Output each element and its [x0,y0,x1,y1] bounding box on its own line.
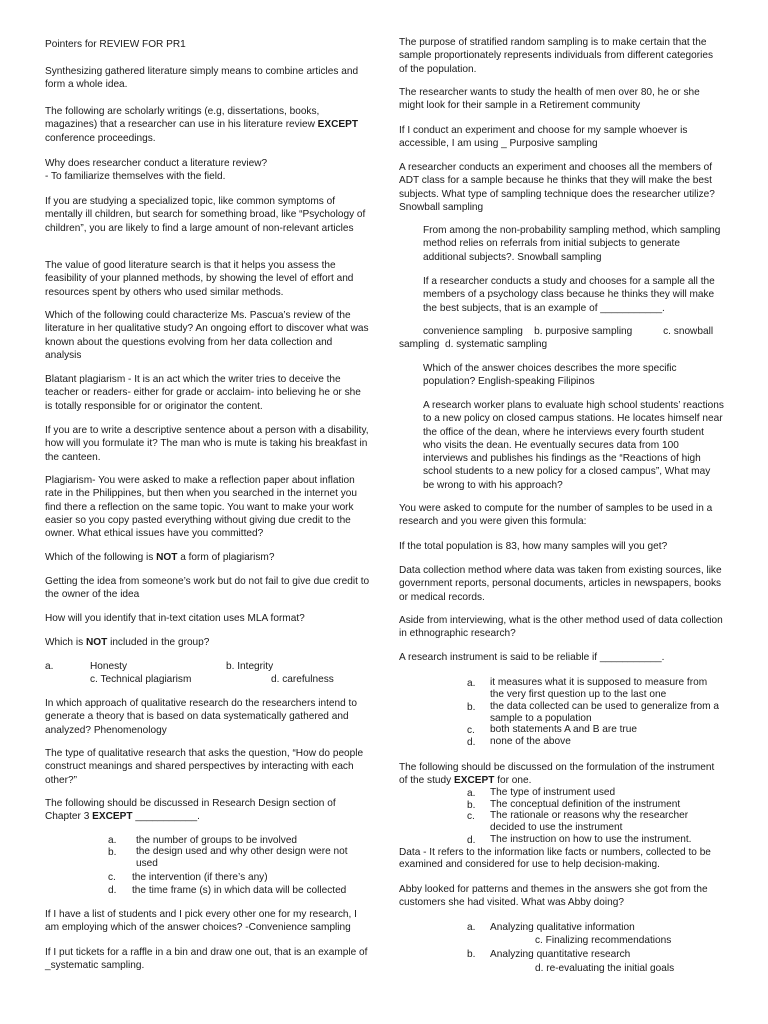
list-item-label: c. [467,811,475,822]
question-total-population: If the total population is 83, how many samples will you get? [399,541,668,552]
question-specific-population: Which of the answer choices describes the more specific population? English-speaking Filipinos [423,363,677,388]
option-a-label: a. [467,922,476,933]
list-item-label: a. [467,788,476,799]
pointer-descriptive-sentence: If you are to write a descriptive sentence about a person with a disability, how will you formulate it? The man who is mute is taking his breakfast in the canteen. [45,425,369,463]
question-construct-meanings: The type of qualitative research that asks the question, “How do people construct meanings and shared perspectives by interacting with each other?” [45,748,364,786]
option-b-label: b. [467,949,476,960]
list-item-label: a. [108,835,117,846]
list-item: The instruction on how to use the instrument. [490,834,692,845]
question-research-design: The following should be discussed in Research Design section of Chapter 3 EXCEPT ___________. [45,798,336,823]
question-referrals: From among the non-probability sampling method, which sampling method relies on referrals from initial subjects to generate additional subjects?. Snowball sampling [423,225,721,263]
sampling-options-line-2: sampling d. systematic sampling [399,339,548,350]
pointer-synthesizing: Synthesizing gathered literature simply means to combine articles and form a whole idea. [45,66,359,91]
list-item-label: a. [467,678,476,689]
question-psychology-class: If a researcher conducts a study and chooses for a sample all the members of a psychology class because he thinks they will make the best subjects, that is an example of ___________. [423,276,715,314]
list-item-label: b. [108,847,117,858]
list-item-label: d. [467,835,476,846]
list-item-label: d. [108,885,117,896]
list-item: the time frame (s) in which data will be collected [132,885,347,896]
question-qualitative-approach: In which approach of qualitative research do the researchers intend to generate a theory that is based on data systematically gathered and analyzed? Phenomenology [45,698,357,736]
pointer-stratified-sampling: The purpose of stratified random sampling is to make certain that the sample proportionately represents individuals from different categories of the population. [399,37,714,75]
list-item-label: b. [467,702,476,713]
option-c: c. Technical plagiarism [90,674,192,685]
option-a-label: a. [45,661,54,672]
option-b: b. Integrity [226,661,274,672]
question-research-worker: A research worker plans to evaluate high school students’ reactions to a new policy on closed campus stations. He locates himself near the office of the dean, where he interviews every fourth student who visits the dean. He eventually secures data from 100 interviews and publishes his findings as the “Reactions of high school students to a new policy for a closed campus”, What may be wrong to with his approach? [423,400,724,491]
pointer-whoever-accessible: If I conduct an experiment and choose for my sample whoever is accessible, I am using _ Purposive sampling [399,125,688,150]
question-instrument-formulation: The following should be discussed on the formulation of the instrument of the study EXCEPT for one. [399,762,715,787]
list-item-label: c. [108,872,116,883]
list-item-label: b. [467,800,476,811]
list-item-label: d. [467,737,476,748]
pointer-men-over-80: The researcher wants to study the health of men over 80, he or she might look for their sample in a Retirement community [399,87,700,112]
list-item: the intervention (if there’s any) [132,872,268,883]
list-item: the design used and why other design were not used [136,846,348,869]
list-item: The rationale or reasons why the researcher decided to use the instrument [490,810,689,833]
pointer-ms-pascua: Which of the following could characterize Ms. Pascua’s review of the literature in her qualitative study? An ongoing effort to discover what was known about the questions evolving from her data collection and analysis [45,310,369,361]
pointer-literature-search-value: The value of good literature search is that it helps you assess the feasibility of your planned methods, by showing the level of effort and resources spent by others who used similar methods. [45,260,354,298]
list-item: both statements A and B are true [490,724,638,735]
list-item: the number of groups to be involved [136,835,298,846]
list-item: none of the above [490,736,571,747]
question-raffle: If I put tickets for a raffle in a bin and draw one out, that is an example of _systematic sampling. [45,947,368,972]
pointer-data-definition: Data - It refers to the information like facts or numbers, collected to be examined and considered for use to help decision-making. [399,847,711,870]
question-not-included: Which is NOT included in the group? [45,637,210,648]
question-mla-format: How will you identify that in-text citation uses MLA format? [45,613,305,624]
list-item-label: c. [467,725,475,736]
question-abby-patterns: Abby looked for patterns and themes in the answers she got from the customers she had visited. What was Abby doing? [399,884,708,909]
option-d: d. carefulness [271,674,334,685]
question-adt-class: A researcher conducts an experiment and chooses all the members of ADT class for a sample because he thinks that they will make the best subjects. What type of sampling technique does the researcher utilize? Snowball sampling [399,162,715,213]
pointer-blatant-plagiarism: Blatant plagiarism - It is an act which the writer tries to deceive the teacher or readers- either for grade or acclaim- into believing he or she is totally responsible for or originator the content. [45,374,361,412]
document-title: Pointers for REVIEW FOR PR1 [45,39,186,50]
list-item: The type of instrument used [490,787,616,798]
option-b: Analyzing quantitative research [490,949,631,960]
question-existing-sources: Data collection method where data was taken from existing sources, like government reports, personal documents, articles in newspapers, books or medical records. [399,565,722,603]
question-ethnographic: Aside from interviewing, what is the other method used of data collection in ethnographic research? [399,615,723,640]
option-c: c. Finalizing recommendations [535,935,672,946]
pointer-scholarly-writings: The following are scholarly writings (e.g, dissertations, books, magazines) that a researcher can use in his literature review EXCEPT conference proceedings. [45,106,359,144]
option-a: Honesty [90,661,128,672]
question-compute-samples: You were asked to compute for the number of samples to be used in a research and you were given this formula: [399,503,713,528]
pointer-why-review: Why does researcher conduct a literature review? - To familiarize themselves with the field. [45,158,268,183]
answer-due-credit: Getting the idea from someone’s work but do not fail to give due credit to the owner of the idea [45,576,370,601]
option-d: d. re-evaluating the initial goals [535,963,675,974]
list-item: The conceptual definition of the instrument [490,799,681,810]
question-reliable-instrument: A research instrument is said to be reliable if ___________. [399,652,665,663]
list-item: it measures what it is supposed to measure from the very first question up to the last one [490,677,708,700]
question-not-plagiarism: Which of the following is NOT a form of plagiarism? [45,552,275,563]
sampling-options-line-1: convenience sampling b. purposive sampling c. snowball [423,326,714,337]
option-a: Analyzing qualitative information [490,922,635,933]
pointer-specialized-topic: If you are studying a specialized topic, like common symptoms of mentally ill children, but search for something broad, like “Psychology of children”, you are likely to find a large amount of non-relevant articles [45,196,366,234]
question-every-other-one: If I have a list of students and I pick every other one for my research, I am employing which of the answer choices? -Convenience sampling [45,909,357,934]
list-item: the data collected can be used to generalize from a sample to a population [490,701,719,724]
pointer-plagiarism-reflection: Plagiarism- You were asked to make a reflection paper about inflation rate in the Philippines, but then when you searched in the internet you find there a reflection on the same topic. You want to make your work easier so you copy pasted everything without giving due credit to the owner. What ethical issues have you committed? [45,475,357,540]
